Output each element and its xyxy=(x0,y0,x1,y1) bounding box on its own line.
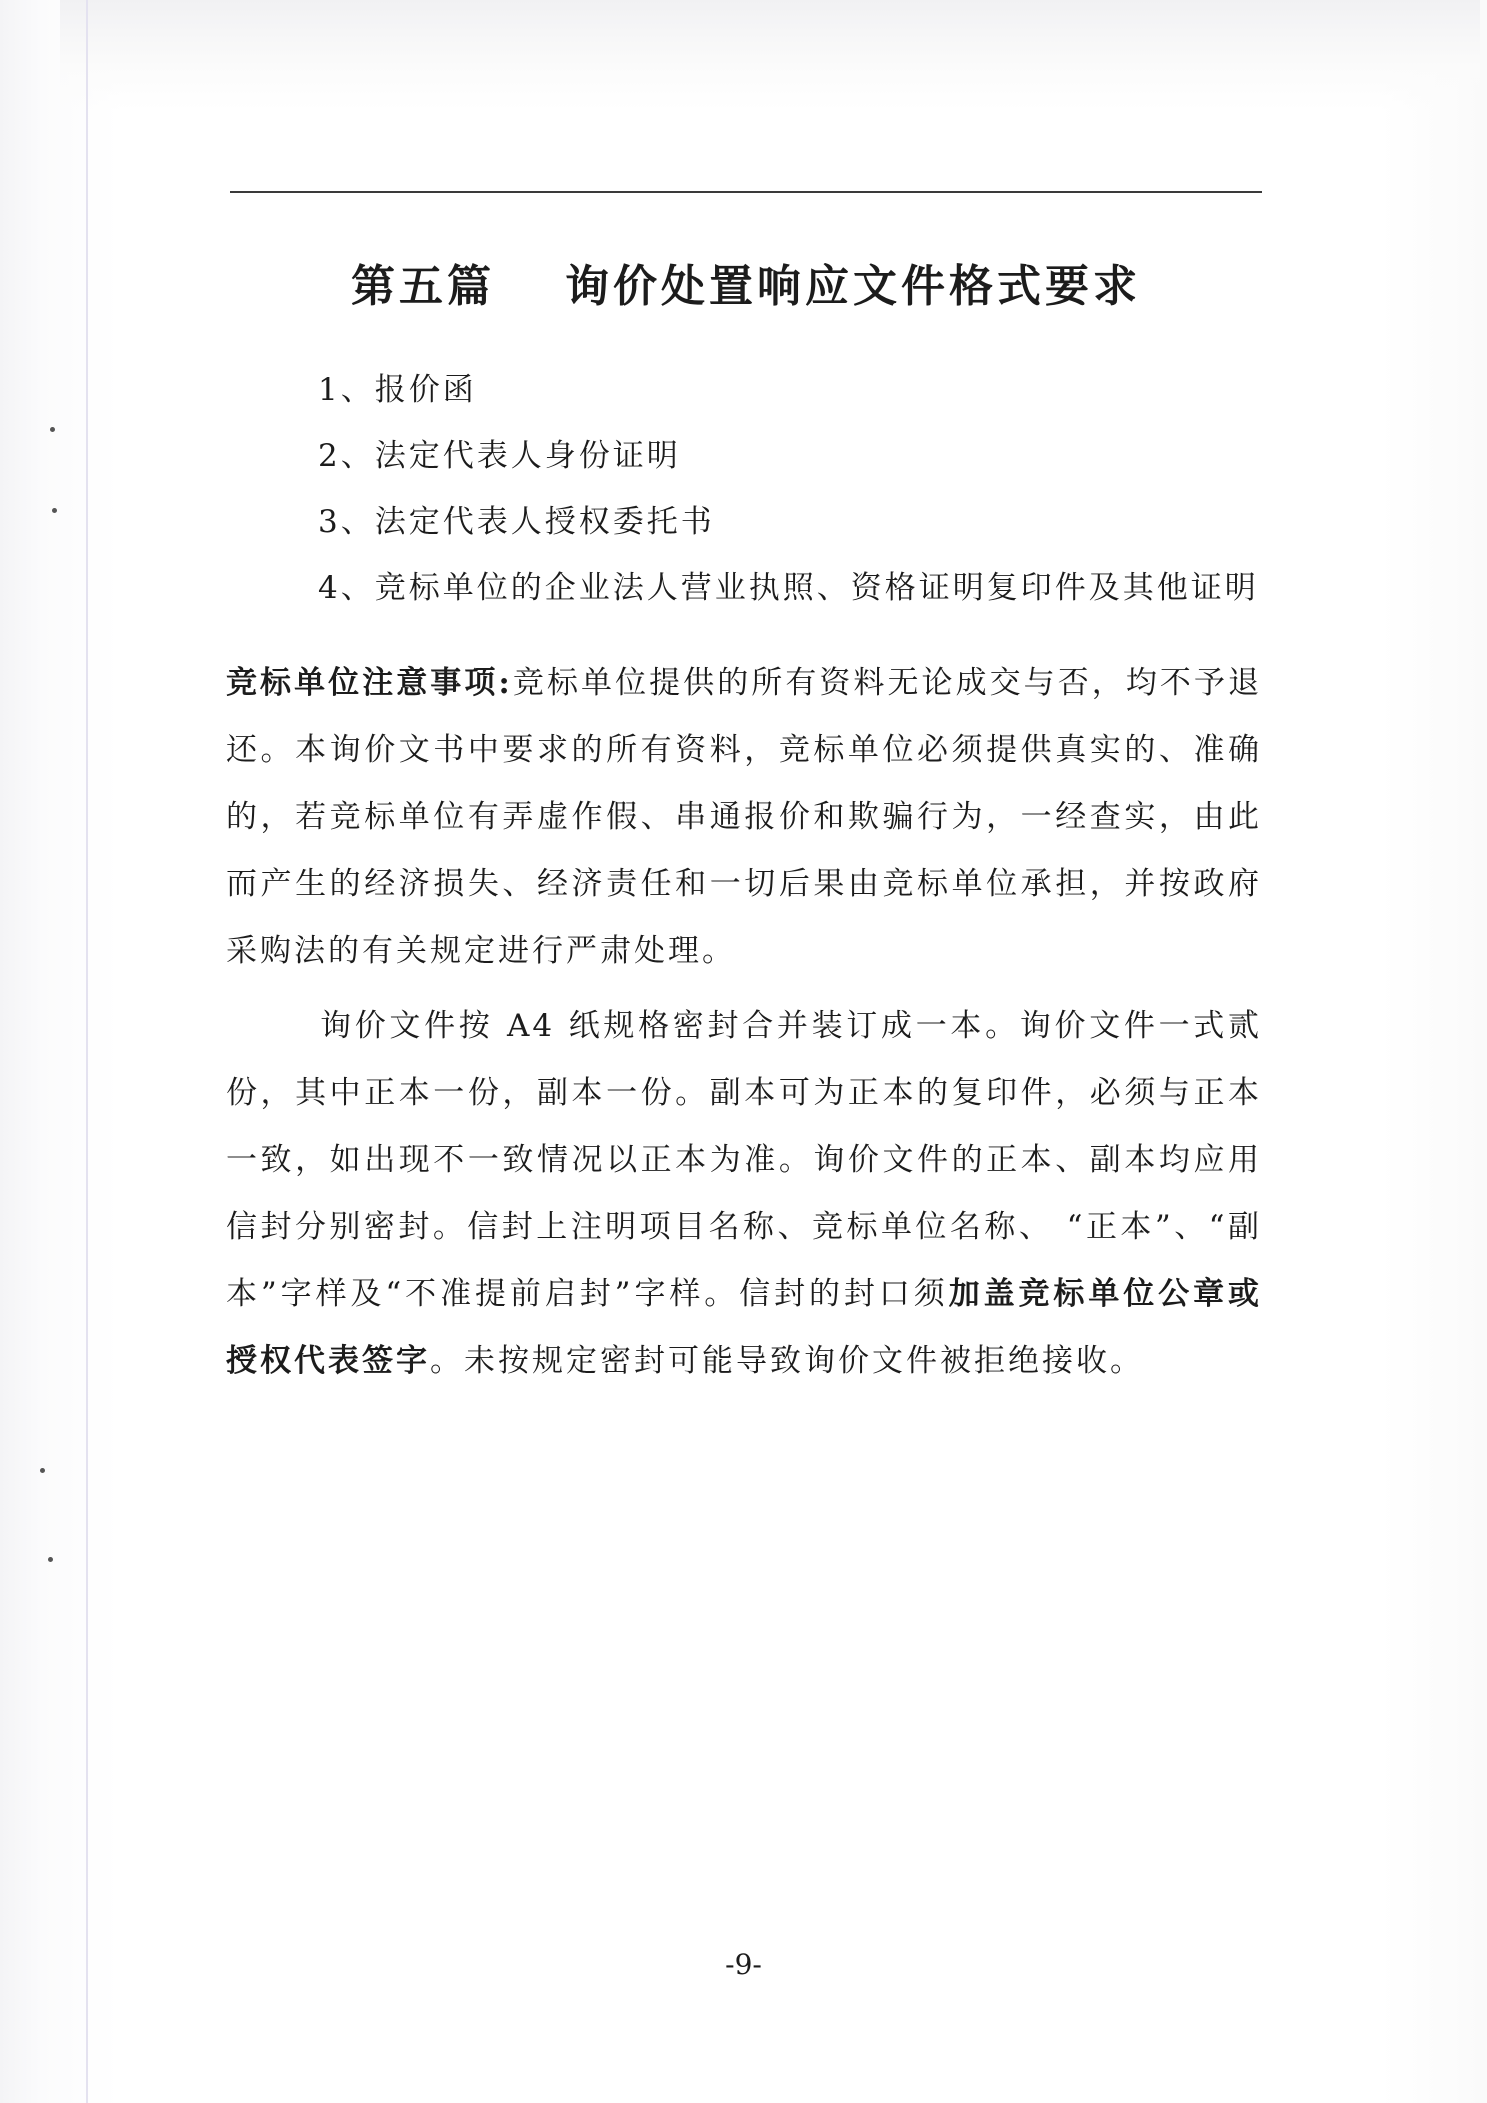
section-title xyxy=(230,250,1262,314)
punch-mark xyxy=(50,427,55,432)
punch-mark xyxy=(52,508,57,513)
sealing-text-end: 。未按规定密封可能导致询价文件被拒绝接收。 xyxy=(430,1343,1144,1379)
list-item: 3、法定代表人授权委托书 xyxy=(318,504,715,540)
sealing-paragraph xyxy=(226,993,1262,1395)
binding-margin-line xyxy=(86,0,88,2103)
header-rule xyxy=(230,191,1262,193)
list-item: 2、法定代表人身份证明 xyxy=(318,438,681,474)
punch-mark xyxy=(48,1557,53,1562)
notice-paragraph xyxy=(226,650,1262,985)
section-heading: 询价处置响应文件格式要求 xyxy=(565,261,1141,312)
notice-label: 竞标单位注意事项: xyxy=(226,665,513,701)
notice-text: 竞标单位提供的所有资料无论成交与否，均不予退还。本询价文书中要求的所有资料，竞标单位必须提供真实的、准确的，若竞标单位有弄虚作假、串通报价和欺骗行为，一经查实，由此而产生的经济损失、经济责任和一切后果由竞标单位承担，并按政府采购法的有关规定进行严肃处理。 xyxy=(226,665,1262,969)
section-number: 第五篇 xyxy=(351,261,495,312)
punch-mark xyxy=(40,1468,45,1473)
page-number: -9- xyxy=(725,1948,762,1981)
scan-shadow xyxy=(60,0,1480,110)
list-item: 1、报价函 xyxy=(318,372,477,408)
sealing-bold-text: 加盖竞标单位公章或授权代表签字 xyxy=(226,1276,1263,1379)
list-item: 4、竞标单位的企业法人营业执照、资格证明复印件及其他证明 xyxy=(318,570,1259,606)
sealing-text: 询价文件按 A4 纸规格密封合并装订成一本。询价文件一式贰份，其中正本一份，副本一份。副本可为正本的复印件，必须与正本一致，如出现不一致情况以正本为准。询价文件的正本、副本均应用信封分别密封。信封上注明项目名称、竞标单位名称、 “正本”、“副本”字样及“不准提前启封”字样。信封的封口须 xyxy=(226,1008,1262,1312)
required-documents-list xyxy=(318,368,1278,632)
